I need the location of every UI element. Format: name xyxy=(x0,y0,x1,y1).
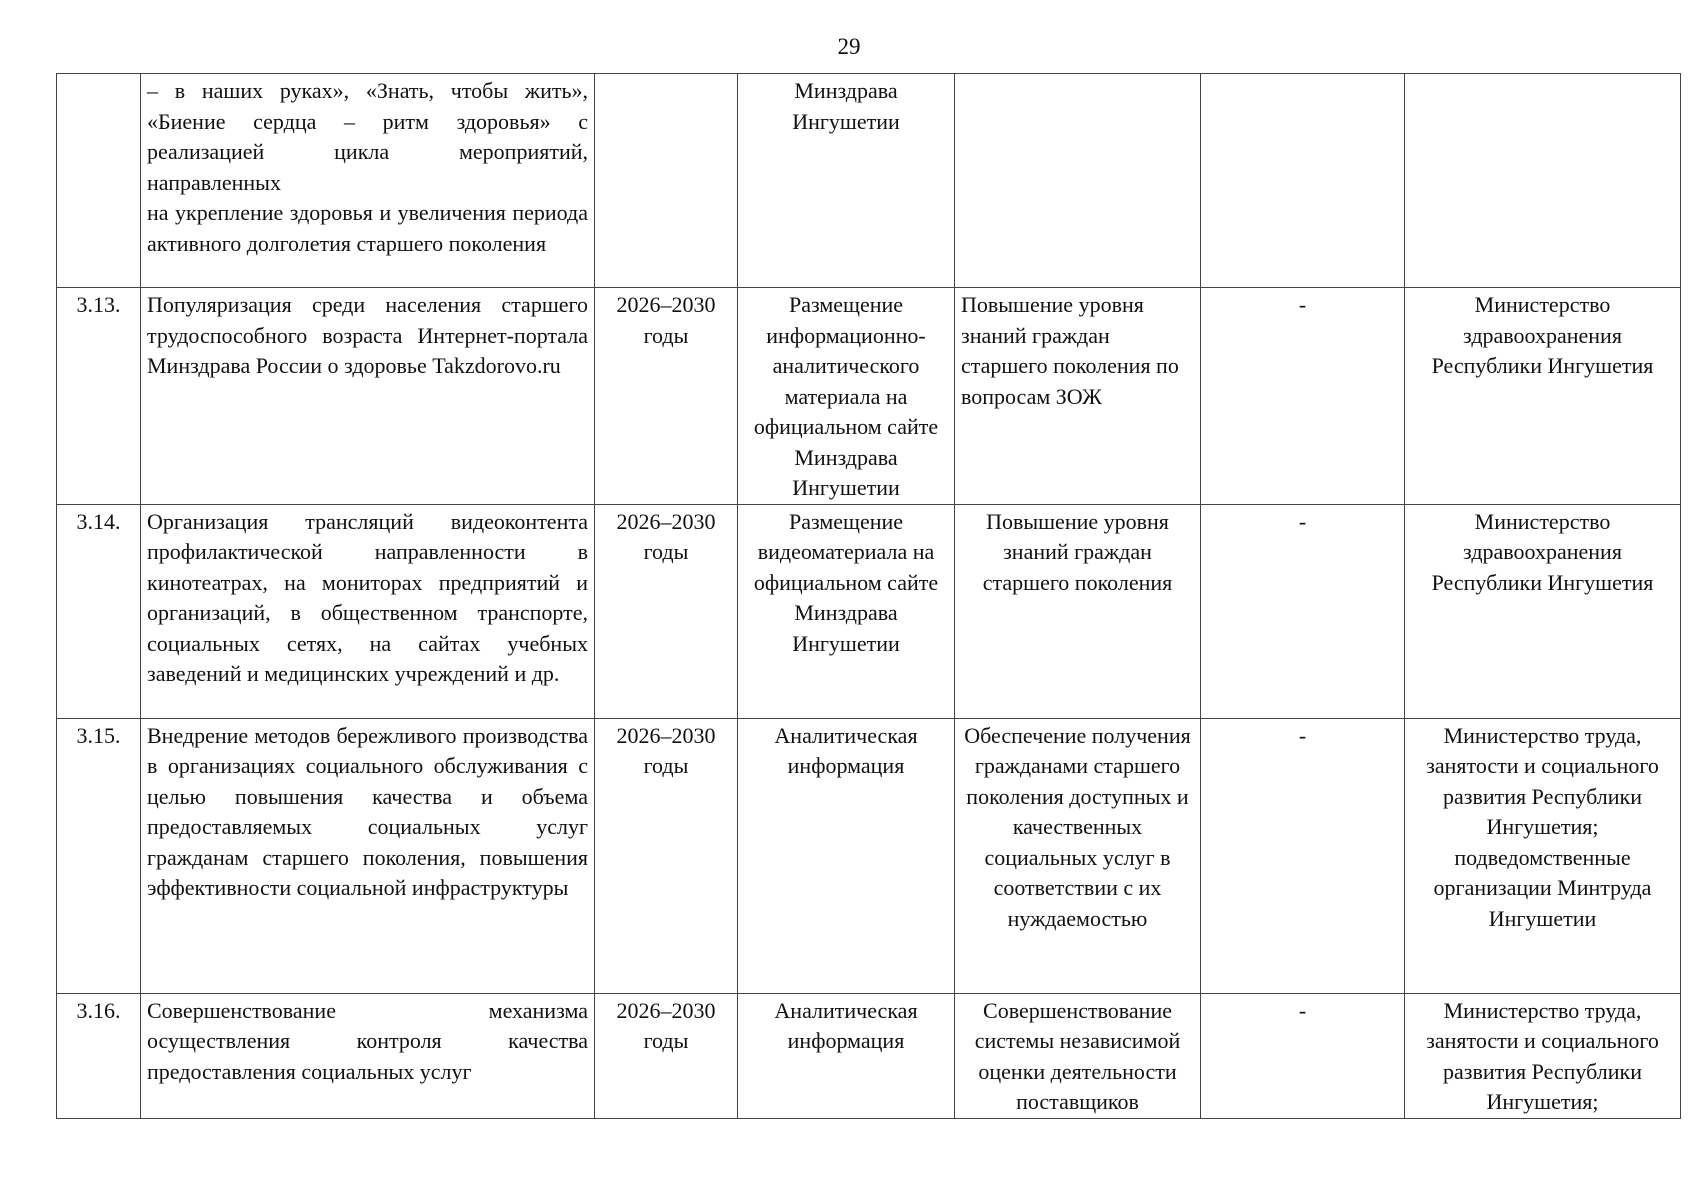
period-cell xyxy=(595,718,738,993)
result-cell xyxy=(955,504,1201,718)
expected-result: Повышение уровня знаний граждан старшего поколения xyxy=(982,508,1173,595)
page-number: 29 xyxy=(837,34,861,59)
period: 2026–2030 годы xyxy=(616,997,716,1053)
funding-cell xyxy=(1201,504,1405,718)
table-row xyxy=(57,993,1681,1118)
period: 2026–2030 годы xyxy=(616,292,716,348)
period: 2026–2030 годы xyxy=(616,508,716,564)
description-cell xyxy=(141,288,595,505)
executor-cell xyxy=(1405,993,1681,1118)
result-cell xyxy=(955,74,1201,288)
row-number: 3.15. xyxy=(76,722,121,748)
measure-description: Организация трансляций видеоконтента профилактической направленности в кинотеатрах, на мониторах предприятий и организаций, в общественном транспорте, социальных сетях, на сайтах учебных заведений и медицинских учреждений и др. xyxy=(147,508,588,686)
row-number-cell xyxy=(57,288,141,505)
row-number-cell xyxy=(57,74,141,288)
description-cell xyxy=(141,993,595,1118)
row-number: 3.16. xyxy=(76,997,121,1023)
table-row xyxy=(57,288,1681,505)
result-cell xyxy=(955,993,1201,1118)
row-number-cell xyxy=(57,504,141,718)
executor-cell xyxy=(1405,504,1681,718)
table-row xyxy=(57,74,1681,288)
form-cell xyxy=(738,718,955,993)
period: 2026–2030 годы xyxy=(616,722,716,778)
funding: - xyxy=(1298,292,1307,317)
completion-form: Размещение информационно-аналитического материала на официальном сайте Минздрава Ингушетии xyxy=(753,292,939,500)
funding-cell xyxy=(1201,718,1405,993)
row-number: 3.13. xyxy=(76,292,121,317)
executor-cell xyxy=(1405,74,1681,288)
expected-result: Обеспечение получения гражданами старшего поколения доступных и качественных социальных услуг в соответствии с их нуждаемостью xyxy=(964,722,1191,931)
description-cell xyxy=(141,504,595,718)
measure-description: – в наших руках», «Знать, чтобы жить», «Биение сердца – ритм здоровья» с реализацией цикла мероприятий, направленных на укрепление здоровья и увеличения периода активного долголетия старшего поколения xyxy=(147,78,588,256)
measures-table xyxy=(56,73,1681,1119)
completion-form: Аналитическая информация xyxy=(774,722,918,778)
form-cell xyxy=(738,504,955,718)
completion-form: Минздрава Ингушетии xyxy=(792,78,900,134)
funding: - xyxy=(1298,722,1307,748)
executor: Министерство труда, занятости и социального развития Республики Ингушетия; xyxy=(1426,997,1659,1114)
period-cell xyxy=(595,504,738,718)
form-cell xyxy=(738,288,955,505)
period-cell xyxy=(595,993,738,1118)
period-cell xyxy=(595,288,738,505)
completion-form: Размещение видеоматериала на официальном сайте Минздрава Ингушетии xyxy=(753,508,939,656)
result-cell xyxy=(955,718,1201,993)
row-number: 3.14. xyxy=(76,508,121,534)
table-row xyxy=(57,504,1681,718)
funding: - xyxy=(1298,997,1307,1023)
table-row xyxy=(57,718,1681,993)
executor: Министерство здравоохранения Республики Ингушетия xyxy=(1431,508,1654,595)
row-number-cell xyxy=(57,993,141,1118)
description-cell xyxy=(141,74,595,288)
row-number-cell xyxy=(57,718,141,993)
period-cell xyxy=(595,74,738,288)
executor-cell xyxy=(1405,288,1681,505)
executor-cell xyxy=(1405,718,1681,993)
description-cell xyxy=(141,718,595,993)
funding-cell xyxy=(1201,288,1405,505)
form-cell xyxy=(738,74,955,288)
result-cell xyxy=(955,288,1201,505)
funding: - xyxy=(1298,508,1307,534)
form-cell xyxy=(738,993,955,1118)
expected-result: Повышение уровня знаний граждан старшего поколения по вопросам ЗОЖ xyxy=(961,292,1179,409)
executor: Министерство труда, занятости и социального развития Республики Ингушетия; подведомственные организации Минтруда Ингушетии xyxy=(1426,722,1659,931)
executor: Министерство здравоохранения Республики Ингушетия xyxy=(1431,292,1654,378)
completion-form: Аналитическая информация xyxy=(774,997,918,1053)
measure-description: Популяризация среди населения старшего трудоспособного возраста Интернет-портала Минздрава России о здоровье Takzdorovo.ru xyxy=(147,292,588,378)
measure-description: Внедрение методов бережливого производства в организациях социального обслуживания с целью повышения качества и объема предоставляемых социальных услуг гражданам старшего поколения, повышения эффективности социальной инфраструктуры xyxy=(147,722,588,900)
funding-cell xyxy=(1201,74,1405,288)
funding-cell xyxy=(1201,993,1405,1118)
measure-description: Совершенствование механизма осуществления контроля качества предоставления социальных услуг xyxy=(147,997,588,1084)
expected-result: Совершенствование системы независимой оценки деятельности поставщиков xyxy=(974,997,1181,1114)
